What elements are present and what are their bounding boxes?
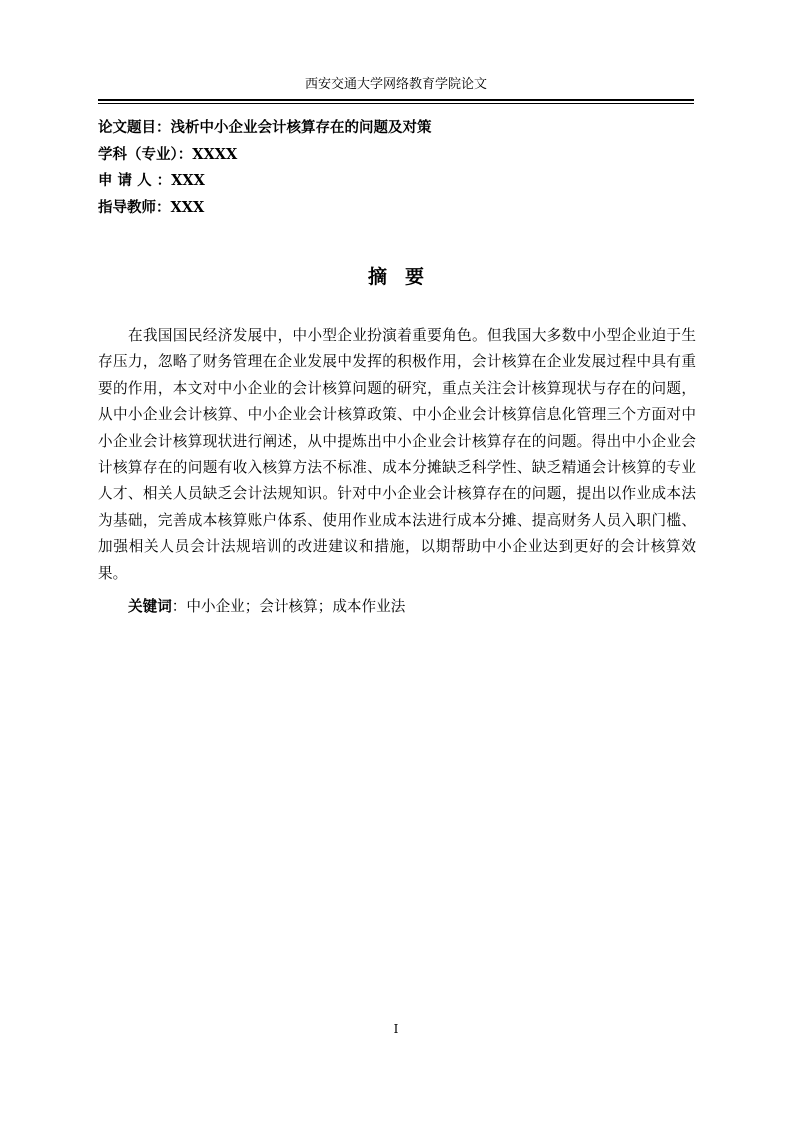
thesis-applicant	[98, 168, 432, 195]
thesis-advisor-value: XXX	[170, 198, 205, 216]
keywords	[128, 596, 405, 618]
thesis-meta	[98, 115, 432, 221]
header-rule-thin	[98, 103, 694, 104]
abstract-body: 在我国国民经济发展中，中小型企业扮演着重要角色。但我国大多数中小型企业迫于生存压力，忽略了财务管理在企业发展中发挥的积极作用，会计核算在企业发展过程中具有重要的作用，本文对中小企业的会计核算问题的研究，重点关注会计核算现状与存在的问题，从中小企业会计核算、中小企业会计核算政策、中小企业会计核算信息化管理三个方面对中小企业会计核算现状进行阐述，从中提炼出中小企业会计核算存在的问题。得出中小企业会计核算存在的问题有收入核算方法不标准、成本分摊缺乏科学性、缺乏精通会计核算的专业人才、相关人员缺乏会计法规知识。针对中小企业会计核算存在的问题，提出以作业成本法为基础，完善成本核算账户体系、使用作业成本法进行成本分摊、提高财务人员入职门槛、加强相关人员会计法规培训的改进建议和措施，以期帮助中小企业达到更好的会计核算效果。	[98, 327, 696, 582]
thesis-topic	[98, 115, 432, 142]
keywords-label: 关键词	[128, 598, 172, 615]
thesis-applicant-label: 申 请 人 ：	[98, 172, 172, 189]
header-rule	[98, 99, 694, 101]
thesis-applicant-value: XXX	[171, 172, 205, 189]
page-header: 西安交通大学网络教育学院论文	[304, 77, 487, 92]
thesis-subject-label: 学科（专业）：	[98, 145, 193, 163]
abstract-title: 摘要	[367, 266, 442, 288]
thesis-subject	[98, 142, 432, 169]
page-number: I	[393, 1022, 399, 1036]
thesis-advisor-label: 指导教师：	[98, 198, 171, 216]
thesis-advisor	[98, 195, 432, 222]
thesis-topic-label: 论文题目：	[98, 119, 171, 136]
keywords-value: ：中小企业；会计核算；成本作业法	[171, 598, 406, 615]
thesis-topic-value: 浅析中小企业会计核算存在的问题及对策	[170, 119, 432, 136]
thesis-subject-value: XXXX	[192, 145, 238, 163]
